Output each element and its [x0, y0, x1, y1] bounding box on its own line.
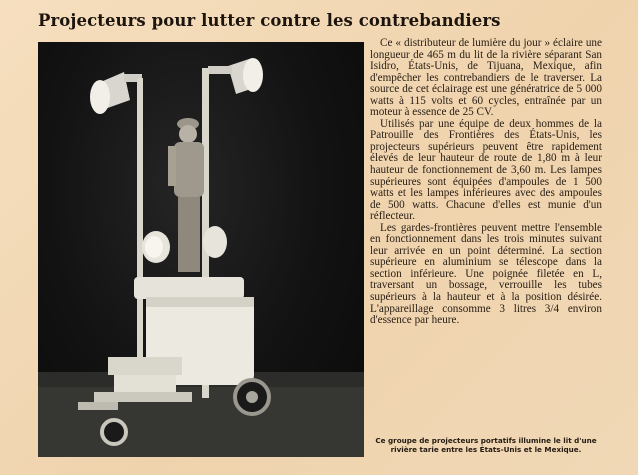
floodlight-photo — [38, 42, 364, 457]
left-pole — [137, 78, 143, 398]
upper-right-lamp — [208, 58, 263, 94]
photo-caption: Ce groupe de projecteurs portatifs illumine le lit d'une rivière tarie entre les États-Unis et le Mexique. — [375, 436, 597, 454]
article-title: Projecteurs pour lutter contre les contrebandiers — [38, 11, 501, 30]
article-body — [370, 38, 602, 327]
lower-right-lamp — [203, 226, 227, 258]
article-paragraph: Les gardes-frontières peuvent mettre l'ensemble en fonctionnement dans les trois minutes suivant leur arrivée en un point déterminé. La section supérieure en aluminium se télescope dans la section inférieure. Une poignée filetée en L, traversant un bossage, verrouille les tubes supérieurs à la hauteur et à la position désirée. L'appareillage consomme 3 litres 3/4 environ d'essence par heure. — [370, 221, 602, 327]
border-patrol-man — [168, 118, 204, 272]
lower-left-lamp — [142, 231, 170, 263]
floodlight-illustration — [38, 42, 364, 457]
article-paragraph: Utilisés par une équipe de deux hommes de la Patrouille des Frontières des États-Unis, les projecteurs supérieurs peuvent être rapidement élevés de leur hauteur de route de 1,80 m à leur hauteur de fonctionnement de 3,60 m. Les lampes supérieures sont équipées d'ampoules de 1 500 watts et les lampes inférieures avec des ampoules de 500 watts. Chacune d'elles est munie d'un réflecteur. — [370, 117, 602, 223]
article-paragraph: Ce « distributeur de lumière du jour » éclaire une longueur de 465 m du lit de la rivière séparant San Isidro, États-Unis, de Tijuana, Mexique, afin d'empêcher les contrebandiers de le traverser. La source de cet éclairage est une génératrice de 5 000 watts à 115 volts et 60 cycles, entraînée par un moteur à essence de 25 CV. — [370, 37, 602, 119]
upper-left-lamp — [90, 72, 142, 114]
